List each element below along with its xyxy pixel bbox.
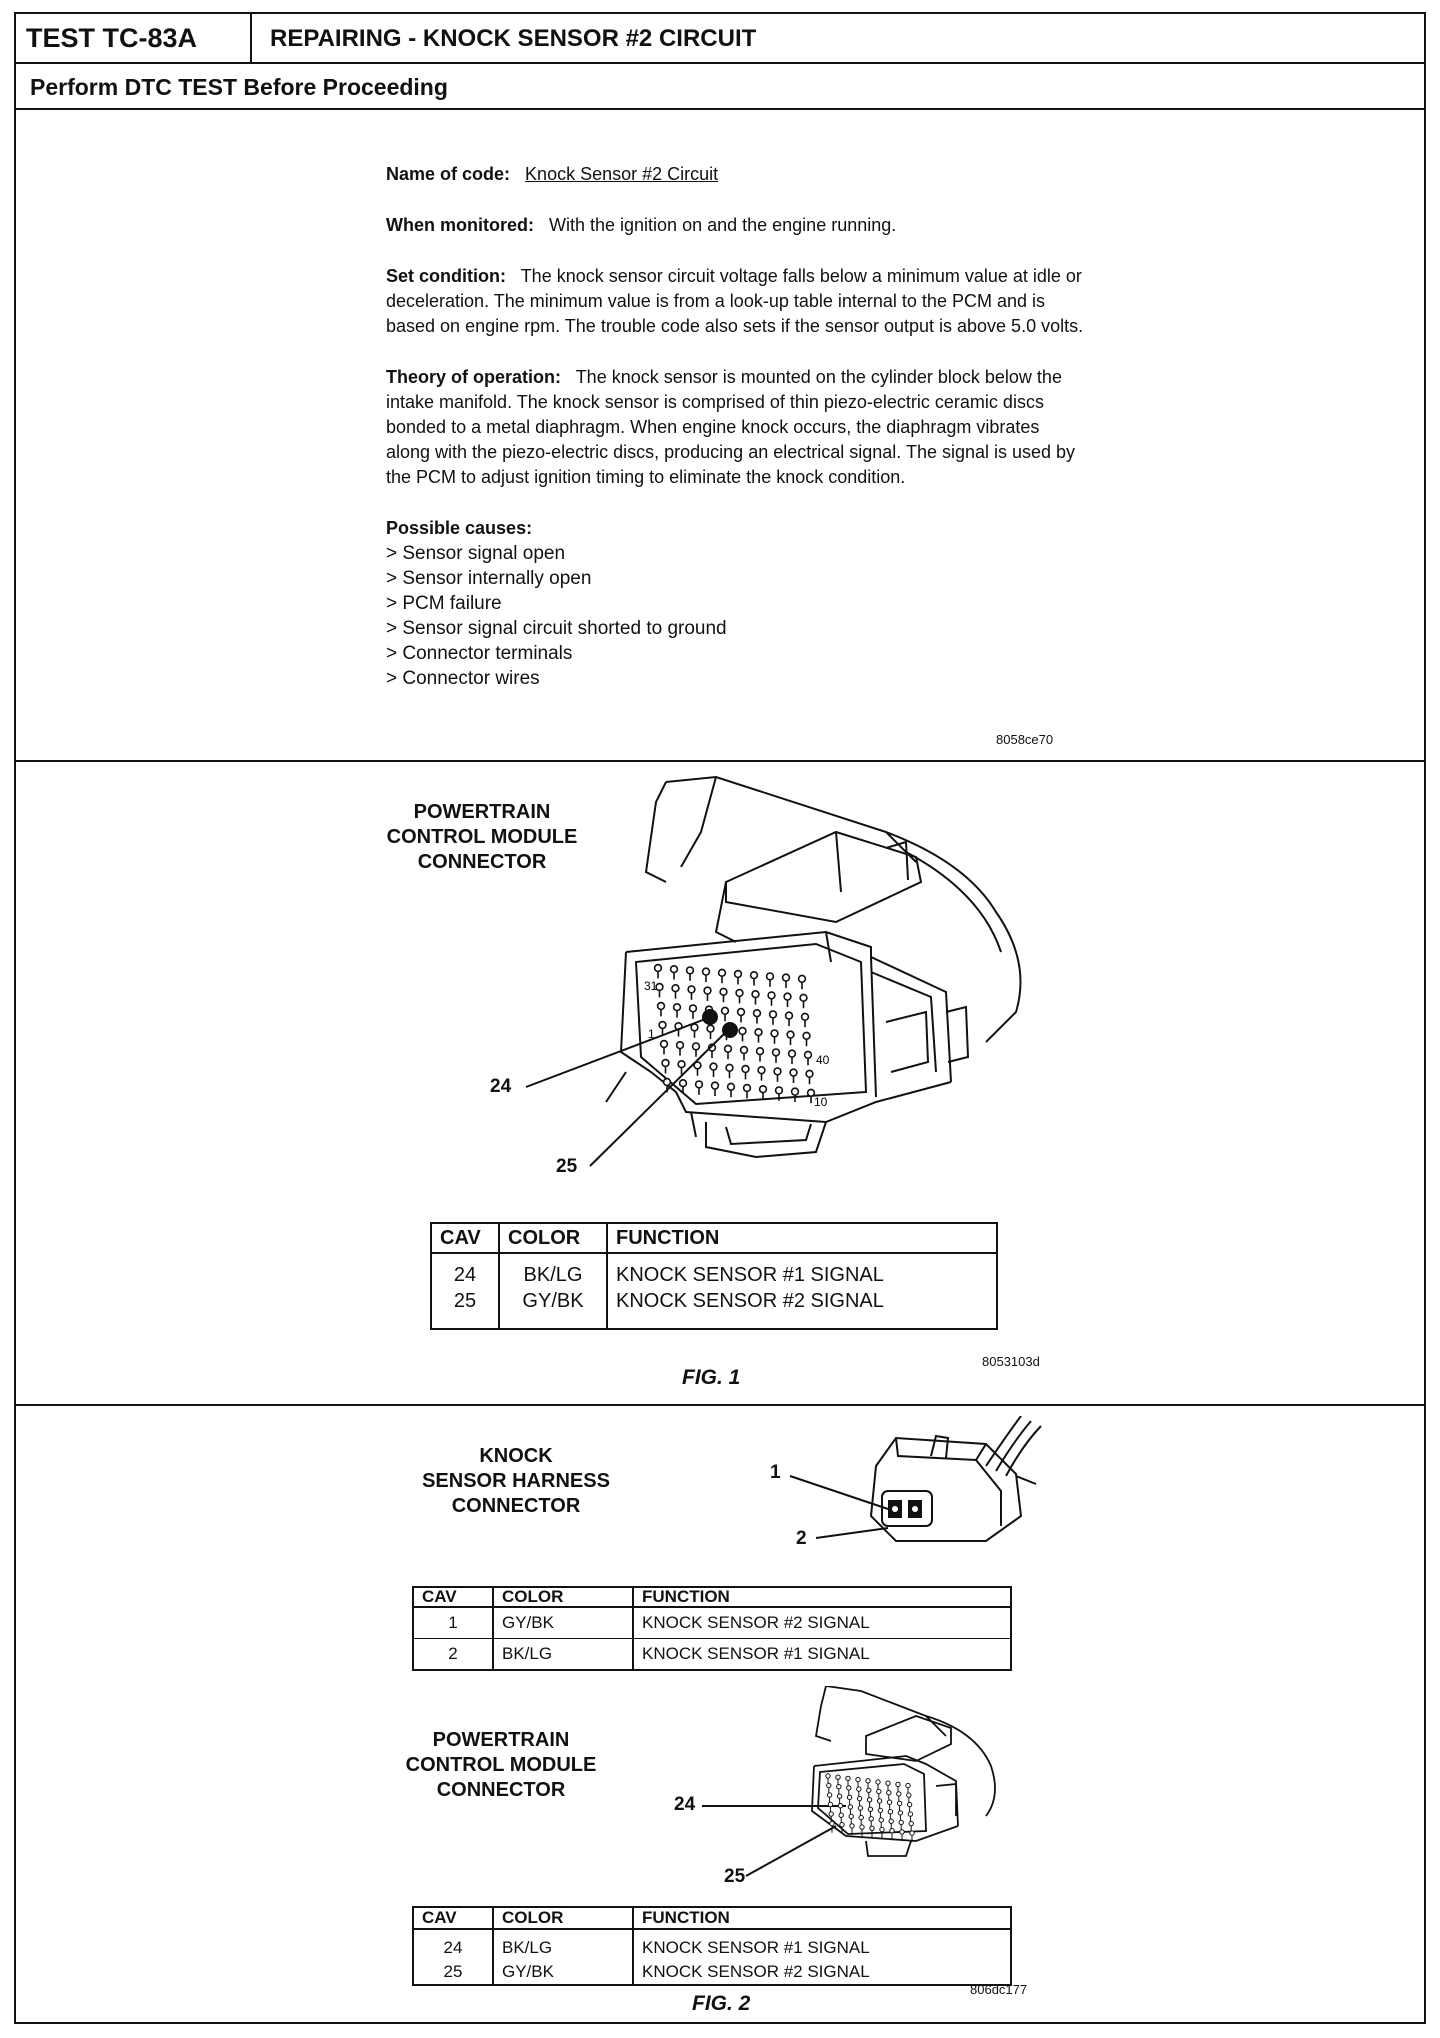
code-name-value: Knock Sensor #2 Circuit xyxy=(525,164,719,184)
column-header: COLOR xyxy=(493,1587,633,1607)
connector-pin xyxy=(850,1824,854,1828)
connector-pin xyxy=(880,1827,884,1831)
connector-pin xyxy=(897,1792,901,1796)
connector-pin xyxy=(887,1791,891,1795)
callout-25: 25 xyxy=(556,1156,578,1177)
image-code: 8058ce70 xyxy=(996,732,1054,747)
connector-pin xyxy=(829,1812,833,1816)
pcm-pin-table-2 xyxy=(412,1906,1012,1986)
connector-pin xyxy=(847,1786,851,1790)
connector-pin xyxy=(876,1780,880,1784)
possible-causes-label: Possible causes: xyxy=(386,518,533,538)
possible-causes-list xyxy=(386,541,1086,691)
column-header: FUNCTION xyxy=(607,1223,997,1253)
figure-2-section xyxy=(16,1406,1424,2024)
connector-pin xyxy=(857,1796,861,1800)
figure-1-section xyxy=(16,762,1424,1406)
connector-pin xyxy=(889,1819,893,1823)
list-item: > Sensor signal open xyxy=(386,541,1086,566)
connector-pin xyxy=(849,1814,853,1818)
page-title: REPAIRING - KNOCK SENSOR #2 CIRCUIT xyxy=(270,25,757,52)
when-monitored: When monitored: With the ignition on and the engine running. xyxy=(386,215,897,235)
connector-pin xyxy=(860,1825,864,1829)
connector-pin xyxy=(907,1802,911,1806)
connector-pin xyxy=(857,1787,861,1791)
list-item: > Connector wires xyxy=(386,666,1086,691)
table-row: 25 GY/BK KNOCK SENSOR #2 SIGNAL xyxy=(413,1960,1011,1985)
connector-pin xyxy=(896,1782,900,1786)
list-item: > PCM failure xyxy=(386,591,1086,616)
connector-pin xyxy=(830,1821,834,1825)
pin-label-1: 1 xyxy=(648,1027,655,1041)
table-row: 24 BK/LG KNOCK SENSOR #1 SIGNAL xyxy=(413,1929,1011,1960)
callout-25: 25 xyxy=(724,1866,746,1887)
theory-of-operation: Theory of operation: The knock sensor is mounted on the cylinder block below the intake manifold. The knock sensor is comprised of thin piezo-electric ceramic discs bonded to a metal diaphragm. When engine knock occurs, the diaphragm vibrates along with the piezo-electric discs, producing an electrical signal. The signal is used by the PCM to adjust ignition timing to eliminate the knock condition. xyxy=(386,367,1076,487)
table-row: 25 GY/BK KNOCK SENSOR #2 SIGNAL xyxy=(431,1288,997,1329)
connector-pin xyxy=(859,1815,863,1819)
image-code: 806dc177 xyxy=(970,1982,1028,1997)
connector-pin xyxy=(888,1810,892,1814)
connector-pin xyxy=(848,1805,852,1809)
connector-pin xyxy=(906,1783,910,1787)
pcm-connector-caption-2: POWERTRAIN CONTROL MODULE CONNECTOR xyxy=(405,1729,597,1801)
connector-pin xyxy=(866,1779,870,1783)
connector-pin xyxy=(910,1831,914,1835)
table-row: 24 BK/LG KNOCK SENSOR #1 SIGNAL xyxy=(431,1253,997,1288)
table-header-row xyxy=(413,1907,1011,1929)
page-subtitle: Perform DTC TEST Before Proceeding xyxy=(16,64,1424,110)
table-header-row xyxy=(431,1223,997,1253)
connector-pin xyxy=(839,1813,843,1817)
connector-pin xyxy=(907,1793,911,1797)
table-header-row xyxy=(413,1587,1011,1607)
figure-2-label: FIG. 2 xyxy=(692,1992,751,2015)
connector-pin xyxy=(846,1776,850,1780)
connector-pin xyxy=(827,1793,831,1797)
connector-pin xyxy=(899,1820,903,1824)
connector-pin xyxy=(898,1811,902,1815)
connector-pin xyxy=(879,1818,883,1822)
connector-pin xyxy=(856,1777,860,1781)
figure-1-label: FIG. 1 xyxy=(682,1366,741,1389)
connector-pin xyxy=(858,1806,862,1810)
column-header: FUNCTION xyxy=(633,1907,1011,1929)
connector-pin xyxy=(867,1798,871,1802)
connector-pin xyxy=(828,1802,832,1806)
knock-connector-caption: KNOCK SENSOR HARNESS CONNECTOR xyxy=(422,1445,610,1517)
service-page xyxy=(14,12,1426,2024)
connector-pin xyxy=(847,1795,851,1799)
connector-pin xyxy=(897,1801,901,1805)
table-row: 2 BK/LG KNOCK SENSOR #1 SIGNAL xyxy=(413,1639,1011,1671)
connector-pin xyxy=(836,1775,840,1779)
column-header: CAV xyxy=(413,1587,493,1607)
connector-pin xyxy=(870,1826,874,1830)
column-header: FUNCTION xyxy=(633,1587,1011,1607)
column-header: CAV xyxy=(413,1907,493,1929)
callout-2: 2 xyxy=(796,1528,807,1549)
column-header: CAV xyxy=(431,1223,499,1253)
connector-pin xyxy=(877,1799,881,1803)
connector-pin xyxy=(826,1774,830,1778)
column-header: COLOR xyxy=(499,1223,607,1253)
list-item: > Sensor internally open xyxy=(386,566,1086,591)
set-condition: Set condition: The knock sensor circuit voltage falls below a minimum value at idle or deceleration. The minimum value is from a look-up table internal to the PCM and is based on engine rpm. The trouble code also sets if the sensor output is above 5.0 volts. xyxy=(386,266,1084,336)
connector-pin xyxy=(908,1812,912,1816)
header-bar xyxy=(16,14,1424,64)
image-code: 8053103d xyxy=(982,1354,1040,1369)
connector-pin xyxy=(886,1781,890,1785)
pin-label-40: 40 xyxy=(816,1053,830,1067)
list-item: > Connector terminals xyxy=(386,641,1086,666)
connector-pin xyxy=(867,1788,871,1792)
test-id: TEST TC-83A xyxy=(16,14,252,62)
connector-pin xyxy=(837,1785,841,1789)
connector-pin xyxy=(887,1800,891,1804)
connector-pin xyxy=(878,1808,882,1812)
connector-pin xyxy=(909,1821,913,1825)
list-item: > Sensor signal circuit shorted to ground xyxy=(386,616,1086,641)
callout-24: 24 xyxy=(490,1076,512,1097)
connector-pin xyxy=(868,1807,872,1811)
pcm-pin-table xyxy=(430,1222,998,1330)
callout-1: 1 xyxy=(770,1462,781,1483)
pin-label-31: 31 xyxy=(644,979,658,993)
code-info-text xyxy=(386,162,1086,691)
table-row: 1 GY/BK KNOCK SENSOR #2 SIGNAL xyxy=(413,1607,1011,1639)
pin-label-10: 10 xyxy=(814,1095,828,1109)
connector-pin xyxy=(837,1794,841,1798)
knock-pin-table xyxy=(412,1586,1012,1671)
pcm-connector-caption: POWERTRAIN CONTROL MODULE CONNECTOR xyxy=(386,801,578,873)
connector-pin xyxy=(840,1823,844,1827)
connector-pin xyxy=(869,1817,873,1821)
connector-pin xyxy=(877,1789,881,1793)
connector-pin xyxy=(827,1783,831,1787)
pcm-connector-small-drawing xyxy=(806,1686,1036,1886)
code-info-section xyxy=(16,110,1424,762)
connector-pin xyxy=(838,1804,842,1808)
connector-pin xyxy=(900,1830,904,1834)
callout-24: 24 xyxy=(674,1794,696,1815)
column-header: COLOR xyxy=(493,1907,633,1929)
name-of-code: Name of code: Knock Sensor #2 Circuit xyxy=(386,164,719,184)
connector-pin xyxy=(890,1829,894,1833)
